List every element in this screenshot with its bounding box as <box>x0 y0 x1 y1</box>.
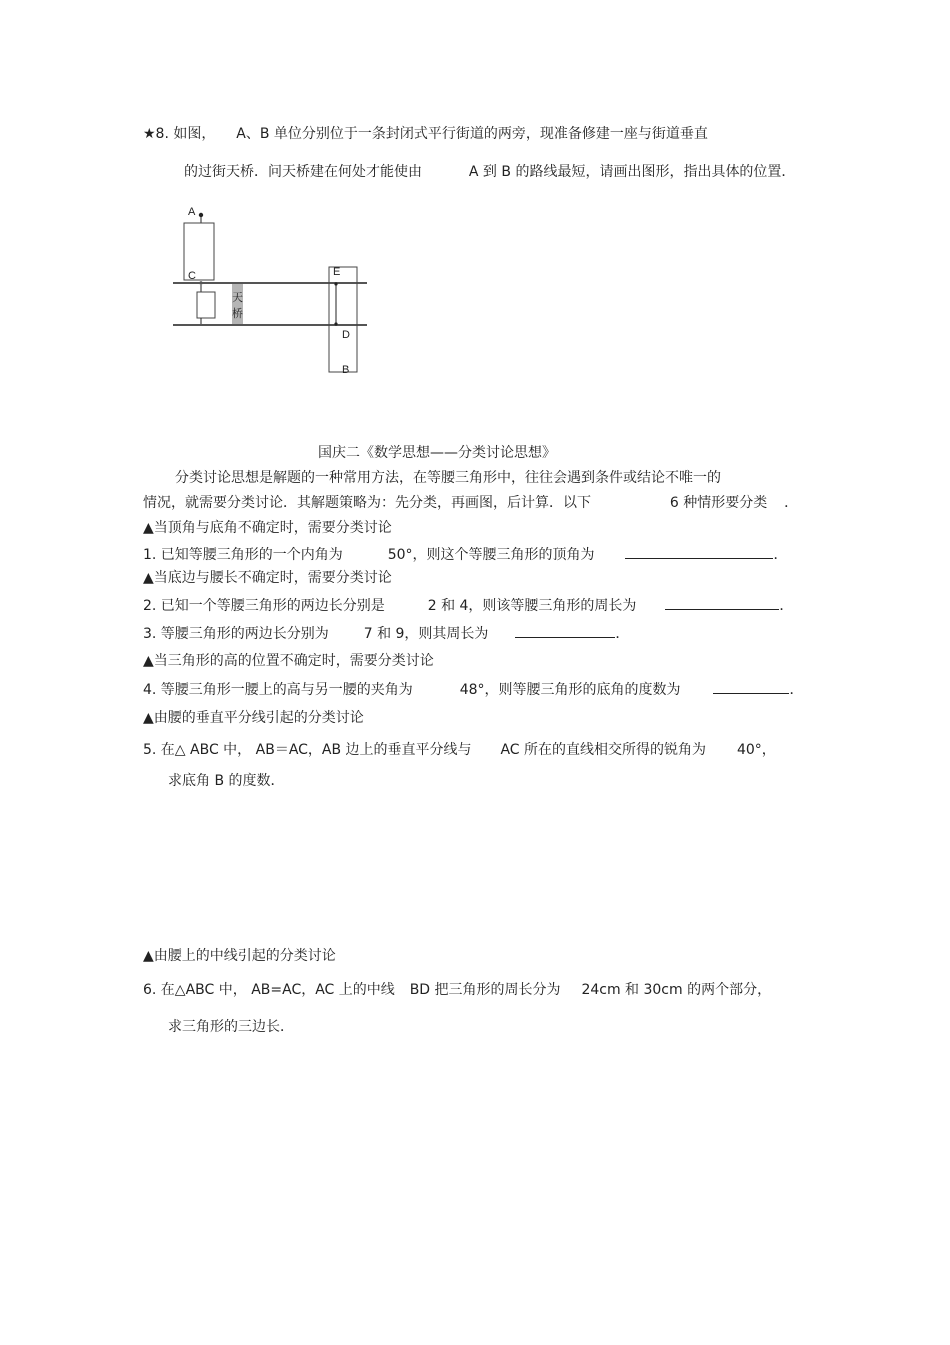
q1-text-b: 50°，则这个等腰三角形的顶角为 <box>387 547 595 563</box>
problem-8-text-2b: A 到 B 的路线最短，请画出图形，指出具体的位置． <box>468 164 796 180</box>
heading-3: ▲当三角形的高的位置不确定时，需要分类讨论 <box>143 653 434 669</box>
question-4 <box>143 680 803 700</box>
q6-text-c: BD 把三角形的周长分为 <box>409 982 561 998</box>
problem-8-text-2a: 的过街天桥．问天桥建在何处才能使由 <box>184 164 422 180</box>
figure-label-a: A <box>188 206 196 218</box>
q2-end: ． <box>779 598 794 614</box>
section-title: 国庆二《数学思想——分类讨论思想》 <box>318 445 556 461</box>
q1-end: ． <box>773 547 788 563</box>
q3-text-b: 7 和 9，则其周长为 <box>363 626 489 642</box>
heading-4: ▲由腰的垂直平分线引起的分类讨论 <box>143 710 364 726</box>
figure-label-d: D <box>342 329 350 341</box>
problem-8-number: ★8. 如图， <box>143 126 216 142</box>
figure-label-c: C <box>188 270 196 282</box>
q2-text-b: 2 和 4，则该等腰三角形的周长为 <box>427 598 637 614</box>
q6-text-b: AB=AC，AC 上的中线 <box>251 982 395 998</box>
q1-text-a: 1. 已知等腰三角形的一个内角为 <box>143 547 343 563</box>
bridge-figure <box>170 200 380 380</box>
q4-text-a: 4. 等腰三角形一腰上的高与另一腰的夹角为 <box>143 682 413 698</box>
bridge-label-char-1: 天 <box>232 291 243 304</box>
intro-line-2 <box>143 493 798 513</box>
question-6 <box>143 980 771 1000</box>
point-e <box>334 282 337 285</box>
question-5-line-2: 求底角 B 的度数． <box>168 773 285 789</box>
intro-text-2c: ． <box>784 495 799 511</box>
translated-rect <box>197 292 215 318</box>
intro-text-2a: 情况，就需要分类讨论．其解题策略为：先分类，再画图，后计算．以下 <box>143 495 591 511</box>
question-5 <box>143 740 776 760</box>
q4-end: ． <box>789 682 804 698</box>
problem-8-line-1 <box>143 124 708 144</box>
q3-end: ． <box>615 626 630 642</box>
figure-label-b: B <box>342 364 350 376</box>
q6-text-d: 24cm 和 30cm 的两个部分， <box>581 982 772 998</box>
intro-line-1: 分类讨论思想是解题的一种常用方法，在等腰三角形中，往往会遇到条件或结论不唯一的 <box>175 470 721 486</box>
q1-answer-blank[interactable] <box>625 546 773 559</box>
q3-text-a: 3. 等腰三角形的两边长分别为 <box>143 626 329 642</box>
heading-5: ▲由腰上的中线引起的分类讨论 <box>143 948 336 964</box>
point-d <box>334 322 337 325</box>
q4-answer-blank[interactable] <box>713 681 789 694</box>
q5-text-a: 5. 在△ ABC 中， <box>143 742 252 758</box>
q5-text-b: AB＝AC，AB 边上的垂直平分线与 <box>255 742 472 758</box>
q3-answer-blank[interactable] <box>515 625 615 638</box>
intro-text-2b: 6 种情形要分类 <box>669 495 768 511</box>
problem-8-line-2 <box>184 162 795 182</box>
heading-2: ▲当底边与腰长不确定时，需要分类讨论 <box>143 570 392 586</box>
question-2 <box>143 596 793 616</box>
q5-text-d: 40°， <box>736 742 776 758</box>
figure-label-e: E <box>333 266 341 278</box>
question-6-line-2: 求三角形的三边长． <box>168 1019 294 1035</box>
q6-text-a: 6. 在△ABC 中， <box>143 982 247 998</box>
question-3 <box>143 624 629 644</box>
q2-answer-blank[interactable] <box>665 597 779 610</box>
q5-text-c: AC 所在的直线相交所得的锐角为 <box>500 742 707 758</box>
q2-text-a: 2. 已知一个等腰三角形的两边长分别是 <box>143 598 385 614</box>
q4-text-b: 48°，则等腰三角形的底角的度数为 <box>459 682 681 698</box>
question-1 <box>143 545 787 565</box>
problem-8-text-1: A、B 单位分别位于一条封闭式平行街道的两旁，现准备修建一座与街道垂直 <box>236 126 708 142</box>
bridge-label-char-2: 桥 <box>232 307 243 320</box>
heading-1: ▲当顶角与底角不确定时，需要分类讨论 <box>143 520 392 536</box>
